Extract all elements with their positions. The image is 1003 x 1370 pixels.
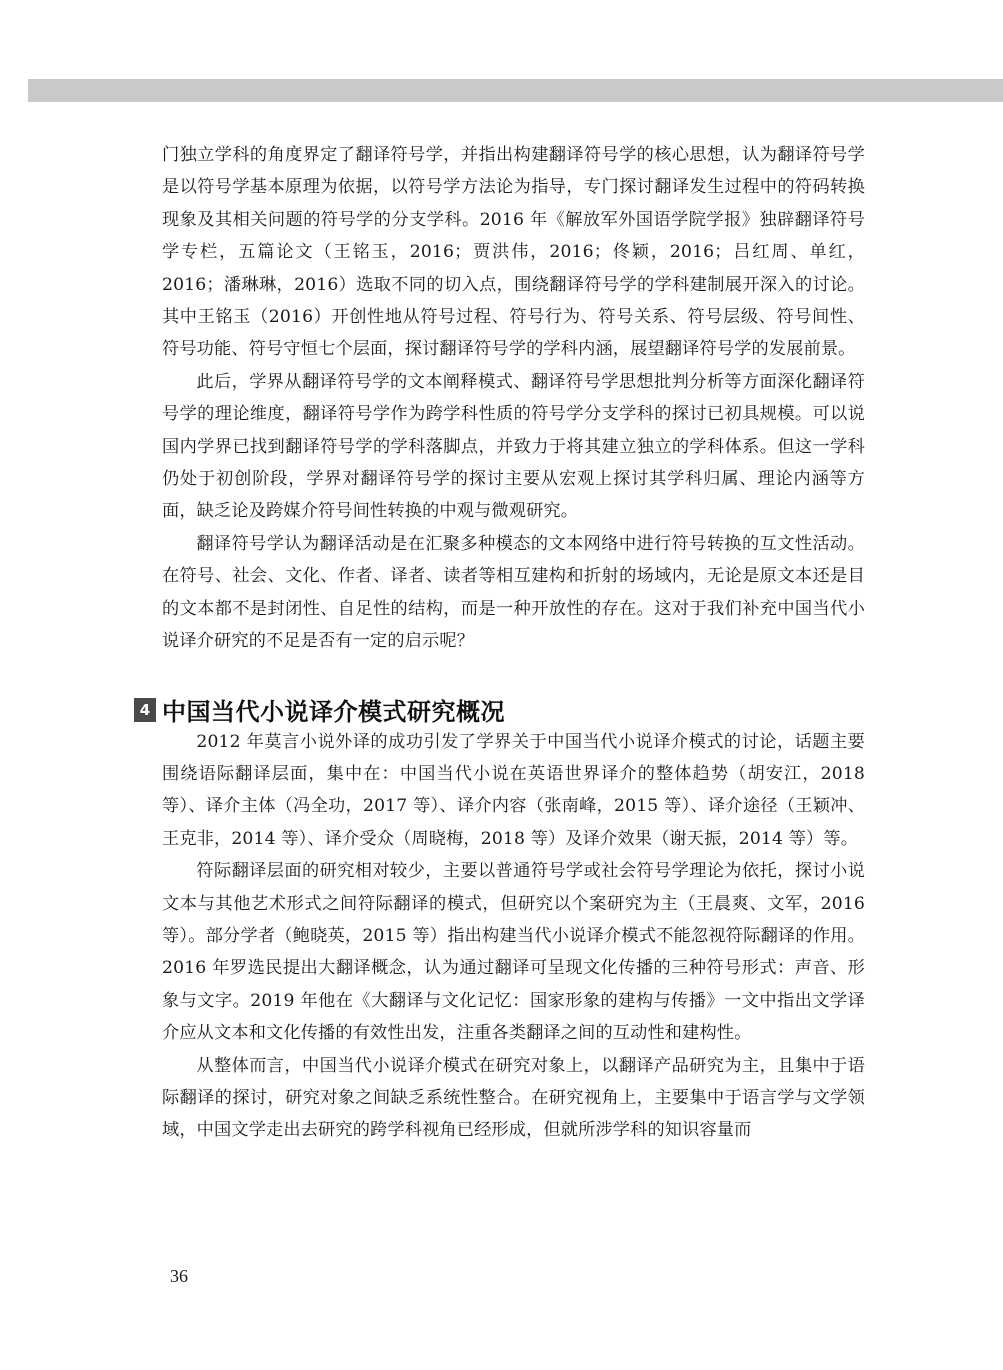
header-band	[28, 79, 1003, 102]
page-body	[139, 139, 865, 1147]
section-heading	[134, 695, 865, 725]
paragraph: 此后，学界从翻译符号学的文本阐释模式、翻译符号学思想批判分析等方面深化翻译符号学的理论维度，翻译符号学作为跨学科性质的符号学分支学科的探讨已初具规模。可以说国内学界已找到翻译符号学的学科落脚点，并致力于将其建立独立的学科体系。但这一学科仍处于初创阶段，学界对翻译符号学的探讨主要从宏观上探讨其学科归属、理论内涵等方面，缺乏论及跨媒介符号间性转换的中观与微观研究。	[162, 371, 865, 522]
page-number: 36	[170, 1266, 188, 1286]
section-title: 中国当代小说译介模式研究概况	[162, 698, 505, 726]
paragraph: 从整体而言，中国当代小说译介模式在研究对象上，以翻译产品研究为主，且集中于语际翻译的探讨，研究对象之间缺乏系统性整合。在研究视角上，主要集中于语言学与文学领域，中国文学走出去研究的跨学科视角已经形成，但就所涉学科的知识容量而	[162, 1055, 865, 1141]
paragraph: 翻译符号学认为翻译活动是在汇聚多种模态的文本网络中进行符号转换的互文性活动。在符号、社会、文化、作者、译者、读者等相互建构和折射的场域内，无论是原文本还是目的文本都不是封闭性、自足性的结构，而是一种开放性的存在。这对于我们补充中国当代小说译介研究的不足是否有一定的启示呢？	[162, 533, 865, 652]
paragraph: 2012 年莫言小说外译的成功引发了学界关于中国当代小说译介模式的讨论，话题主要围绕语际翻译层面，集中在：中国当代小说在英语世界译介的整体趋势（胡安江，2018 等）、译介主体（冯全功，2017 等）、译介内容（张南峰，2015 等）、译介途径（王颖冲、王克非，2014 等）、译介受众（周晓梅，2018 等）及译介效果（谢天振，2014 等）等。	[162, 731, 865, 849]
paragraph: 符际翻译层面的研究相对较少，主要以普通符号学或社会符号学理论为依托，探讨小说文本与其他艺术形式之间符际翻译的模式，但研究以个案研究为主（王晨爽、文军，2016 等）。部分学者（鲍晓英，2015 等）指出构建当代小说译介模式不能忽视符际翻译的作用。2016 年罗选民提出大翻译概念，认为通过翻译可呈现文化传播的三种符号形式：声音、形象与文字。2019 年他在《大翻译与文化记忆：国家形象的建构与传播》一文中指出文学译介应从文本和文化传播的有效性出发，注重各类翻译之间的互动性和建构性。	[162, 861, 865, 1044]
section-number-badge: 4	[134, 698, 156, 722]
paragraph: 门独立学科的角度界定了翻译符号学，并指出构建翻译符号学的核心思想，认为翻译符号学是以符号学基本原理为依据，以符号学方法论为指导，专门探讨翻译发生过程中的符码转换现象及其相关问题的符号学的分支学科。2016 年《解放军外国语学院学报》独辟翻译符号学专栏，五篇论文（王铭玉，2016；贾洪伟，2016；佟颖，2016；吕红周、单红，2016；潘琳琳，2016）选取不同的切入点，围绕翻译符号学的学科建制展开深入的讨论。其中王铭玉（2016）开创性地从符号过程、符号行为、符号关系、符号层级、符号间性、符号功能、符号守恒七个层面，探讨翻译符号学的学科内涵，展望翻译符号学的发展前景。	[162, 145, 865, 360]
